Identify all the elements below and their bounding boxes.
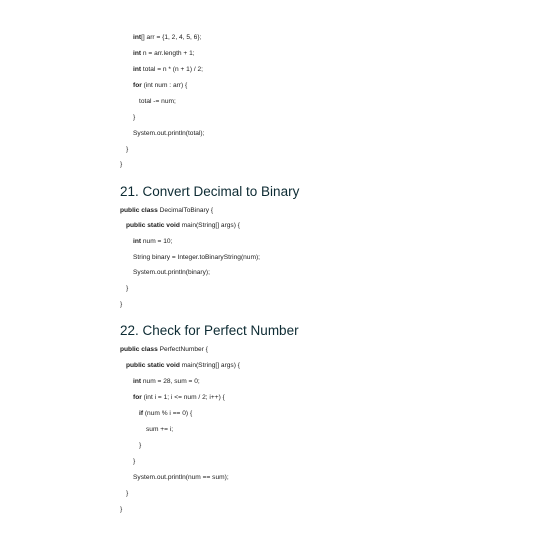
code-line: if (num % i == 0) {	[139, 410, 193, 417]
code-line: sum += i;	[146, 426, 174, 433]
code-line: System.out.println(total);	[133, 130, 205, 137]
code-line: }	[126, 146, 129, 153]
code-line: public class DecimalToBinary {	[120, 207, 214, 214]
section-heading: 21. Convert Decimal to Binary	[120, 184, 300, 199]
code-line: total -= num;	[139, 98, 176, 105]
code-line: int num = 10;	[133, 238, 173, 245]
code-line: String binary = Integer.toBinaryString(num);	[133, 254, 260, 261]
code-line: }	[139, 442, 142, 449]
code-line: }	[133, 458, 136, 465]
code-line: }	[126, 285, 129, 292]
code-line: }	[133, 114, 136, 121]
code-line: int total = n * (n + 1) / 2;	[133, 66, 204, 73]
code-line: }	[126, 490, 129, 497]
code-line: System.out.println(num == sum);	[133, 474, 229, 481]
code-line: public class PerfectNumber {	[120, 346, 208, 353]
code-line: public static void main(String[] args) {	[126, 362, 240, 369]
section-heading: 22. Check for Perfect Number	[120, 323, 299, 338]
code-line: public static void main(String[] args) {	[126, 222, 240, 229]
code-line: }	[120, 506, 123, 513]
code-line: int n = arr.length + 1;	[133, 50, 195, 57]
code-line: }	[120, 161, 123, 168]
code-line: }	[120, 301, 123, 308]
code-line: System.out.println(binary);	[133, 269, 210, 276]
code-line: int num = 28, sum = 0;	[133, 378, 200, 385]
code-line: for (int i = 1; i <= num / 2; i++) {	[133, 394, 225, 401]
code-line: for (int num : arr) {	[133, 82, 188, 89]
code-line: int[] arr = {1, 2, 4, 5, 6};	[133, 34, 202, 41]
